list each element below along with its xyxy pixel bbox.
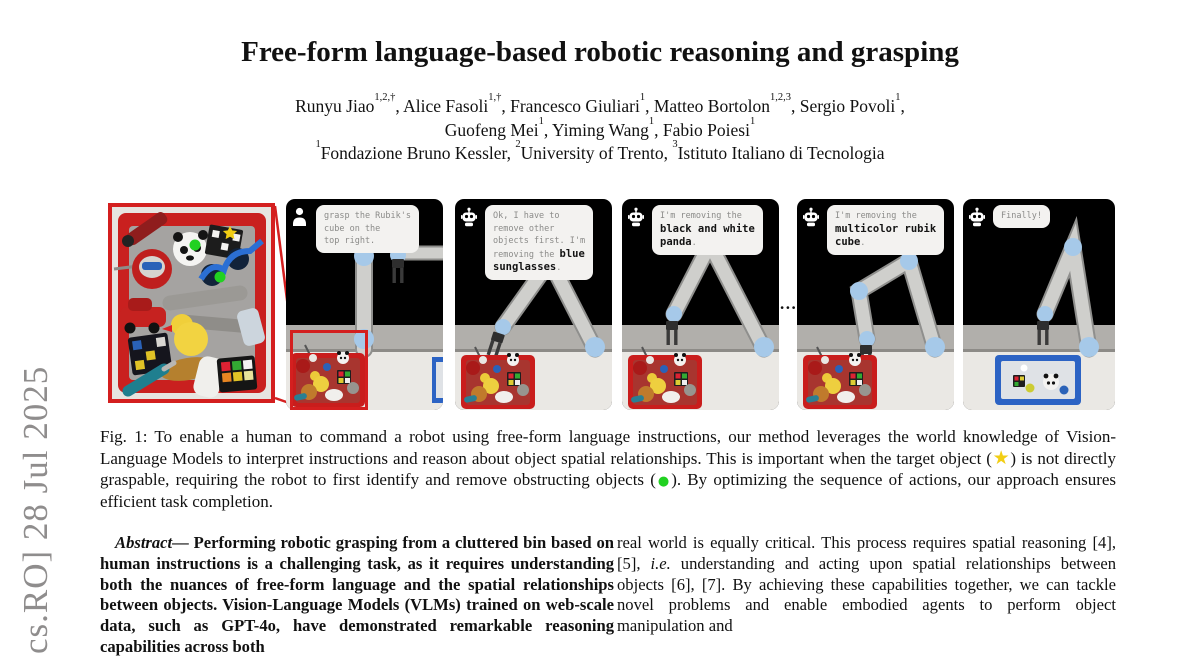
zoom-target-rect [290,330,368,410]
robot-icon [628,207,644,232]
speech-bubble: Ok, I have to remove other objects first. I'm removing the blue sunglasses. [485,205,593,280]
cluttered-bin-photo [108,203,275,403]
author-block [0,92,1200,166]
figure-panel-3 [622,199,779,410]
speech-bubble: Finally! [993,205,1050,228]
human-icon [292,207,307,232]
speech-bubble: I'm removing the black and white panda. [652,205,763,255]
bin-photo-illustration [112,207,271,399]
robot-icon [969,207,985,232]
abstract-paragraph: Abstract— Performing robotic grasping from a cluttered bin based on human instructions is a challenging task, as it requires understanding both the nuances of free-form language and the spatial relationships between objects. Vision-Language Models (VLMs) trained on web-scale data, such as GPT-4o, have demonstrated remarkable reasoning capabilities across both [100,533,614,656]
figure-panel-2 [455,199,612,410]
figure-caption: Fig. 1: To enable a human to command a robot using free-form language instructions, our method leverages the world knowledge of Vision-Language Models to interpret instructions and reason about object spatial relationships. This is important when the target object (★) is not directly graspable, requiring the robot to first identify and remove obstructing objects (●). By optimizing the sequence of actions, our approach ensures efficient task completion. [100,427,1117,512]
figure-panel-4 [797,199,954,410]
speech-bubble: grasp the Rubik's cube on the top right. [316,205,419,253]
robot-scene-5 [963,199,1115,410]
figure-1 [100,199,1115,410]
arxiv-banner: cs.RO] 28 Jul 2025 [16,365,55,654]
panel-ellipsis: ... [780,294,798,313]
speech-bubble: I'm removing the multicolor rubik cube. [827,205,944,255]
robot-icon [461,207,477,232]
star-icon: ★ [991,446,1011,469]
author-line-1: Runyu Jiao$^{1,2,\dagger}$, Alice Fasoli$^{1,\dagger}$, Francesco Giuliari$^1$, Matteo Bortolon$^{1,2,3}$, Sergio Povoli$^1$, [295,92,905,116]
affiliation-line: $^1$Fondazione Bruno Kessler, $^2$University of Trento, $^3$Istituto Italiano di Tecnologia [315,139,885,163]
author-line-2: Guofeng Mei$^1$, Yiming Wang$^1$, Fabio Poiesi$^1$ [444,115,756,140]
dot-icon: ● [655,474,672,490]
robot-icon [803,207,819,232]
page-title: Free-form language-based robotic reasoning and grasping [241,36,959,68]
figure-panel-5 [963,199,1115,410]
intro-paragraph: real world is equally critical. This process requires spatial reasoning [4], [5], i.e. understanding and acting upon spatial relationships between objects [6], [7]. By achieving these capabilities together, we can tackle novel problems and enable embodied agents to perform object manipulation and [617,533,1116,636]
